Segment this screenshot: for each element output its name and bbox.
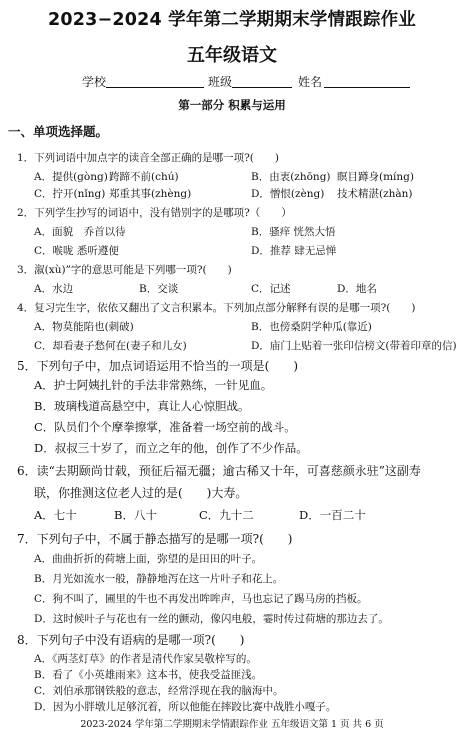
- option-a: A．提供(gòng): [34, 171, 108, 183]
- exam-title: 2023−2024 学年第二学期期末学情跟踪作业: [48, 10, 416, 30]
- option-a-word: 跨蹄不前(chú): [109, 171, 179, 183]
- question-stem: 3．溆(xù)”字的意思可能是下列哪一项?( ): [17, 264, 232, 276]
- class-field[interactable]: [232, 87, 292, 88]
- option-c: C．喉咙 悉听遵便: [34, 245, 119, 257]
- option-d: D．一百二十: [299, 508, 366, 522]
- name-field[interactable]: [324, 87, 410, 88]
- question-stem: 2．下列学生抄写的词语中，没有错别字的是哪项?（ ）: [17, 207, 292, 219]
- option-a: A．七十: [34, 508, 77, 522]
- question-stem: 6．读“去期颐尚廿载，预征后福无疆；逾古稀又十年，可喜慈颜永驻”这副寿: [17, 464, 421, 478]
- option-b: B．玻璃栈道高悬空中，真让人心惊胆战。: [34, 399, 250, 413]
- page-footer: 2023-2024 学年第二学期期末学情跟踪作业 五年级语文第 1 页 共 6 页: [80, 719, 384, 730]
- option-d: D．庙门上贴着一张印信榜文(带着印章的信): [251, 340, 457, 352]
- option-b: B．也傍桑阴学种瓜(靠近): [251, 321, 372, 333]
- option-c: C．九十二: [199, 508, 254, 522]
- option-a: A．《两茎灯草》的作者是清代作家吴敬梓写的。: [34, 653, 257, 665]
- school-label: 学校: [82, 75, 107, 89]
- option-c: C．狗不叫了，圃里的牛也不再发出哞哞声，马也忘记了踢马房的挡板。: [34, 593, 368, 605]
- option-d: D．地名: [337, 283, 377, 295]
- option-b: B．八十: [114, 508, 157, 522]
- student-info-row: [0, 73, 464, 91]
- exam-subtitle: 五年级语文: [187, 45, 277, 66]
- option-b-word: 瞑目蹲身(míng): [337, 171, 414, 183]
- option-c: C．刘伯承那钢铁般的意志，经常浮现在我的脑海中。: [34, 685, 284, 697]
- option-a: A．物莫能陷也(刺破): [34, 321, 134, 333]
- option-b: B．骚痒 恍然大悟: [251, 226, 336, 238]
- option-a: A．面貌 乔首以待: [34, 226, 126, 238]
- name-label: 姓名: [298, 75, 323, 89]
- option-d: D．因为小胖墩儿足够沉着，所以他能在摔跤比赛中战胜小嘎子。: [34, 701, 337, 713]
- option-d: D．推荐 肆无忌惮: [251, 245, 337, 257]
- option-a: A．护士阿姨扎针的手法非常熟练，一针见血。: [34, 378, 273, 392]
- part-title: 第一部分 积累与运用: [178, 98, 286, 112]
- option-b: B．交谈: [139, 283, 179, 295]
- option-d: D．叔叔三十岁了，而立之年的他，创作了不少作品。: [34, 441, 308, 455]
- option-c: C．却看妻子愁何在(妻子和儿女): [34, 340, 187, 352]
- option-b: B．看了《小英雄雨来》这本书，使我受益匪浅。: [34, 669, 263, 681]
- option-d-word: 技术精湛(zhàn): [337, 188, 413, 200]
- option-b: B．月光如流水一般，静静地泻在这一片叶子和花上。: [34, 573, 284, 585]
- option-b: B．由衷(zhōng): [251, 171, 331, 183]
- school-field[interactable]: [106, 87, 204, 88]
- option-c-word: 郑重其事(zhèng): [109, 188, 192, 200]
- option-c: C．队员们个个摩拳擦掌，准备着一场空前的战斗。: [34, 420, 296, 434]
- question-stem-cont: 联，你推测这位老人过的是( )大寿。: [34, 486, 248, 500]
- question-stem: 7．下列句子中，不属于静态描写的是哪一项?( ): [17, 532, 293, 546]
- question-stem: 4．复习完生字，依依又翻出了文言积累本。下列加点部分解释有误的是哪一项?( ): [17, 302, 416, 314]
- question-stem: 1．下列词语中加点字的读音全部正确的是哪一项?( ): [17, 152, 280, 164]
- option-a: A．曲曲折折的荷塘上面，弥望的是田田的叶子。: [34, 553, 263, 565]
- option-d: D．这时候叶子与花也有一丝的颤动，像闪电般，霎时传过荷塘的那边去了。: [34, 613, 389, 625]
- option-a: A．水边: [34, 283, 74, 295]
- section-title: 一、单项选择题。: [8, 124, 109, 139]
- option-c: C．记述: [251, 283, 291, 295]
- question-stem: 8．下列句子中没有语病的是哪一项?( ): [17, 633, 245, 647]
- class-label: 班级: [208, 75, 233, 89]
- question-stem: 5．下列句子中，加点词语运用不恰当的一项是( ): [17, 359, 299, 373]
- option-d: D．憎恨(zèng): [251, 188, 325, 200]
- option-c: C．拧开(nǐng): [34, 188, 106, 200]
